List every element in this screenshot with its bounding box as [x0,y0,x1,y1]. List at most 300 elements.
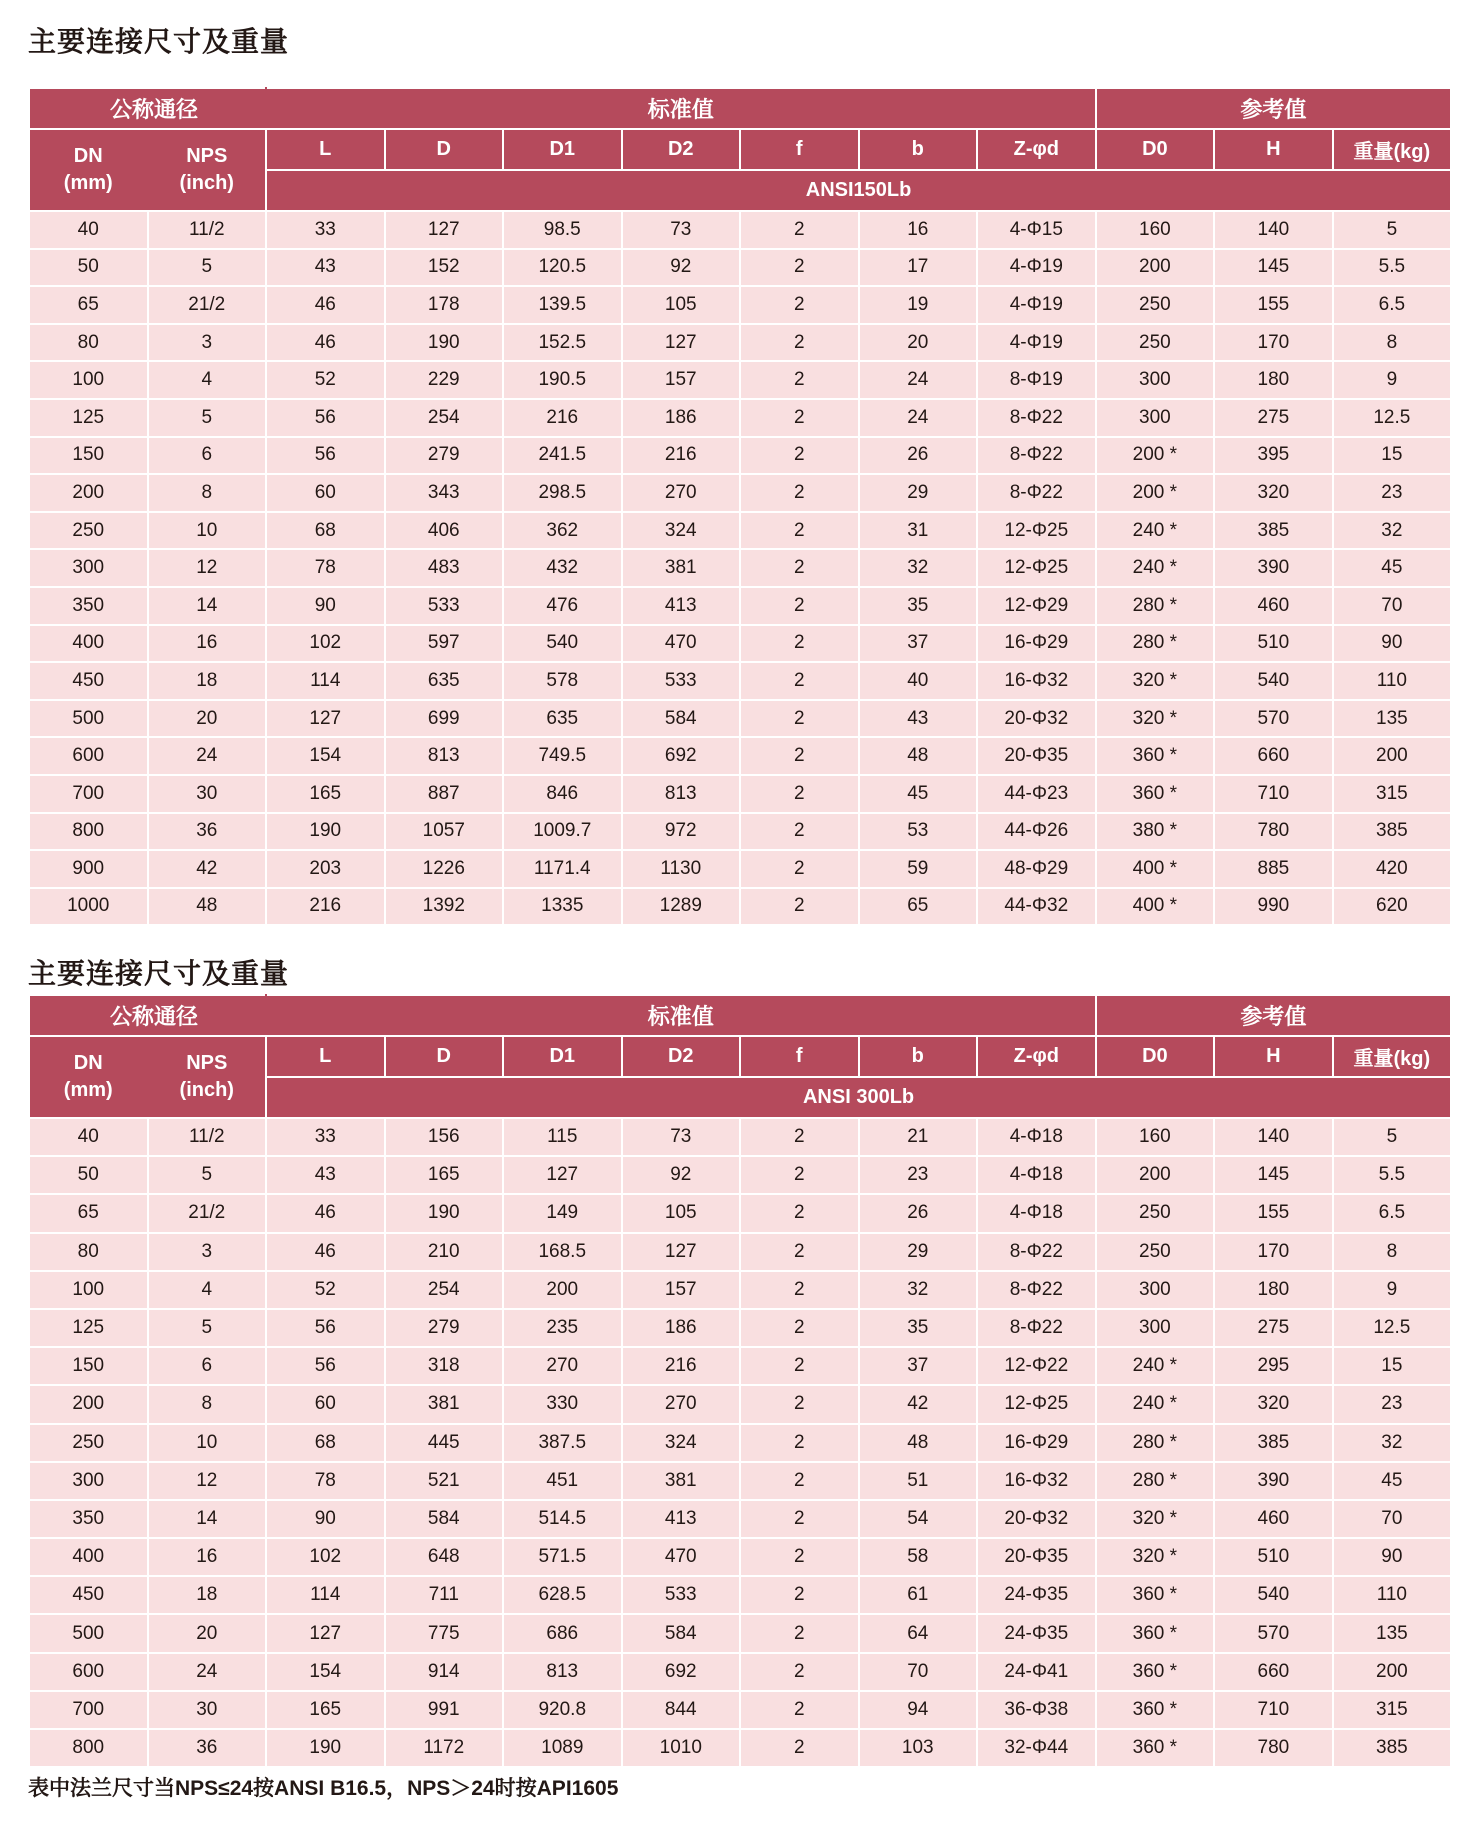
col-w: 重量(kg) [1333,1036,1452,1077]
table-cell: 105 [622,1194,741,1232]
table-cell: 78 [266,1462,385,1500]
table-cell: 16 [148,1538,267,1576]
table-cell: 154 [266,737,385,775]
table-cell: 660 [1214,1653,1333,1691]
table-cell: 16-Φ32 [977,662,1096,700]
table-cell: 73 [622,211,741,249]
table-cell: 110 [1333,662,1452,700]
table-cell: 692 [622,1653,741,1691]
table-cell: 21/2 [148,286,267,324]
table-cell: 2 [740,324,859,362]
table-cell: 514.5 [503,1500,622,1538]
col-nps [148,1036,267,1118]
table-cell: 12.5 [1333,399,1452,437]
table-cell: 4 [148,1271,267,1309]
table-cell: 65 [29,286,148,324]
table-cell: 2 [740,399,859,437]
table-cell: 200 [1333,737,1452,775]
table-cell: 135 [1333,700,1452,738]
table-cell: 315 [1333,775,1452,813]
table-cell: 381 [622,549,741,587]
table-cell: 800 [29,1729,148,1767]
table-cell: 470 [622,625,741,663]
table-cell: 180 [1214,1271,1333,1309]
table-cell: 36 [148,1729,267,1767]
col-b: b [859,1036,978,1077]
table-cell: 190 [266,1729,385,1767]
col-d2: D2 [622,1036,741,1077]
table-cell: 2 [740,1691,859,1729]
table-cell: 110 [1333,1576,1452,1614]
table-cell: 315 [1333,1691,1452,1729]
table-cell: 16 [859,211,978,249]
table-cell: 4-Φ18 [977,1156,1096,1194]
table-cell: 5 [1333,211,1452,249]
table-cell: 2 [740,286,859,324]
table-cell: 584 [622,700,741,738]
table-cell: 711 [385,1576,504,1614]
table-cell: 21 [859,1118,978,1156]
table-cell: 390 [1214,1462,1333,1500]
table-cell: 70 [1333,1500,1452,1538]
table-cell: 3 [148,1233,267,1271]
table-cell: 648 [385,1538,504,1576]
table-cell: 44-Φ32 [977,888,1096,926]
col-nps [148,129,267,211]
table-cell: 94 [859,1691,978,1729]
table-cell: 200 * [1096,474,1215,512]
table-cell: 250 [1096,286,1215,324]
table-cell: 298.5 [503,474,622,512]
column-header-row [29,1036,1451,1077]
table-cell: 270 [622,1385,741,1423]
table-cell: 4-Φ15 [977,211,1096,249]
table-cell: 350 [29,587,148,625]
table-cell: 216 [503,399,622,437]
table-cell: 570 [1214,1614,1333,1652]
table-cell: 26 [859,1194,978,1232]
table-cell: 235 [503,1309,622,1347]
table-cell: 190 [266,813,385,851]
table-cell: 127 [503,1156,622,1194]
table-cell: 324 [622,512,741,550]
table-cell: 12 [148,549,267,587]
table-cell: 390 [1214,549,1333,587]
table-cell: 125 [29,399,148,437]
table-cell: 11/2 [148,211,267,249]
table-cell: 17 [859,249,978,287]
col-d: D [385,129,504,170]
table-cell: 2 [740,888,859,926]
table-cell: 510 [1214,625,1333,663]
table-cell: 240 * [1096,512,1215,550]
table-cell: 300 [29,1462,148,1500]
table-cell: 20 [859,324,978,362]
table-cell: 500 [29,1614,148,1652]
table-cell: 413 [622,587,741,625]
table-cell: 200 [1096,1156,1215,1194]
table-cell: 48 [859,737,978,775]
table-cell: 600 [29,737,148,775]
table-cell: 2 [740,1424,859,1462]
table-cell: 14 [148,587,267,625]
table-cell: 120.5 [503,249,622,287]
table-row [29,1538,1451,1576]
table-cell: 35 [859,1309,978,1347]
table-cell: 846 [503,775,622,813]
table-cell: 30 [148,775,267,813]
table-cell: 6 [148,1347,267,1385]
table-cell: 70 [859,1653,978,1691]
table-cell: 23 [859,1156,978,1194]
table-cell: 2 [740,512,859,550]
table-cell: 24 [148,737,267,775]
table-cell: 21/2 [148,1194,267,1232]
table-cell: 250 [29,1424,148,1462]
table-cell: 200 [503,1271,622,1309]
table-cell: 200 [1096,249,1215,287]
table-cell: 150 [29,1347,148,1385]
table-cell: 98.5 [503,211,622,249]
table-cell: 24-Φ35 [977,1576,1096,1614]
table-cell: 18 [148,1576,267,1614]
table-cell: 533 [385,587,504,625]
table-row [29,1233,1451,1271]
table-cell: 12-Φ25 [977,512,1096,550]
table-cell: 36 [148,813,267,851]
table-cell: 597 [385,625,504,663]
table-cell: 972 [622,813,741,851]
table-cell: 2 [740,775,859,813]
table-row [29,324,1451,362]
table-cell: 2 [740,211,859,249]
table-cell: 620 [1333,888,1452,926]
table-cell: 400 * [1096,850,1215,888]
table-cell: 31 [859,512,978,550]
table-cell: 190 [385,324,504,362]
table-cell: 32 [1333,512,1452,550]
table-cell: 33 [266,211,385,249]
table-cell: 1226 [385,850,504,888]
table-cell: 400 [29,625,148,663]
table-cell: 476 [503,587,622,625]
table-cell: 6.5 [1333,286,1452,324]
table-cell: 102 [266,1538,385,1576]
table-cell: 4 [148,361,267,399]
table-cell: 46 [266,1194,385,1232]
table-cell: 360 * [1096,1576,1215,1614]
table-cell: 4-Φ19 [977,286,1096,324]
col-nps-label: NPS [186,1052,228,1074]
table-cell: 450 [29,1576,148,1614]
table-cell: 48-Φ29 [977,850,1096,888]
table-cell: 813 [503,1653,622,1691]
table-cell: 19 [859,286,978,324]
table-cell: 46 [266,324,385,362]
table-row [29,1691,1451,1729]
table-cell: 413 [622,1500,741,1538]
table-cell: 48 [859,1424,978,1462]
table-cell: 139.5 [503,286,622,324]
table-cell: 26 [859,437,978,475]
table-cell: 35 [859,587,978,625]
table-row [29,662,1451,700]
table-cell: 5.5 [1333,249,1452,287]
col-dn [29,129,148,211]
table-cell: 37 [859,1347,978,1385]
table-cell: 100 [29,1271,148,1309]
table-cell: 240 * [1096,1347,1215,1385]
table-cell: 1289 [622,888,741,926]
table-row [29,813,1451,851]
table-cell: 152 [385,249,504,287]
table-cell: 229 [385,361,504,399]
table-cell: 813 [385,737,504,775]
table-cell: 12-Φ22 [977,1347,1096,1385]
table-cell: 190.5 [503,361,622,399]
table-cell: 10 [148,1424,267,1462]
table-cell: 190 [385,1194,504,1232]
table-cell: 70 [1333,587,1452,625]
table-cell: 150 [29,437,148,475]
col-d: D [385,1036,504,1077]
col-dn-unit: (mm) [63,1079,113,1101]
col-l: L [266,129,385,170]
table-cell: 15 [1333,1347,1452,1385]
table-cell: 1057 [385,813,504,851]
group-standard: 标准值 [266,88,1096,129]
table-cell: 385 [1214,512,1333,550]
table-cell: 500 [29,700,148,738]
table-cell: 2 [740,625,859,663]
table-cell: 320 [1214,1385,1333,1423]
table-cell: 2 [740,1576,859,1614]
table-cell: 660 [1214,737,1333,775]
col-z: Z-φd [977,1036,1096,1077]
table-cell: 635 [385,662,504,700]
table-cell: 385 [1333,813,1452,851]
table-row [29,211,1451,249]
table-cell: 30 [148,1691,267,1729]
table-cell: 2 [740,249,859,287]
table-cell: 216 [622,437,741,475]
table-cell: 521 [385,1462,504,1500]
table-cell: 250 [1096,324,1215,362]
table-cell: 2 [740,1347,859,1385]
table-row [29,1462,1451,1500]
table-cell: 800 [29,813,148,851]
table-cell: 1171.4 [503,850,622,888]
table-cell: 33 [266,1118,385,1156]
footnote: 表中法兰尺寸当NPS≤24按ANSI B16.5，NPS＞24时按API1605 [28,1777,619,1800]
table-cell: 540 [503,625,622,663]
table-cell: 2 [740,549,859,587]
table-row [29,1576,1451,1614]
col-nps-unit: (inch) [179,172,234,194]
table-row [29,1156,1451,1194]
table-cell: 275 [1214,399,1333,437]
table-cell: 56 [266,1347,385,1385]
table-cell: 533 [622,662,741,700]
col-d0: D0 [1096,129,1215,170]
table-cell: 584 [622,1614,741,1652]
table-cell: 20-Φ35 [977,737,1096,775]
table-cell: 9 [1333,1271,1452,1309]
table-cell: 68 [266,512,385,550]
table-cell: 154 [266,1653,385,1691]
col-nps-label: NPS [186,145,228,167]
table-cell: 216 [266,888,385,926]
table-cell: 178 [385,286,504,324]
table-cell: 914 [385,1653,504,1691]
table-cell: 145 [1214,1156,1333,1194]
table-cell: 200 [1333,1653,1452,1691]
col-dn [29,1036,148,1118]
table-cell: 24 [148,1653,267,1691]
table-cell: 451 [503,1462,622,1500]
table-cell: 186 [622,1309,741,1347]
table-cell: 241.5 [503,437,622,475]
table-cell: 330 [503,1385,622,1423]
table-cell: 4-Φ18 [977,1118,1096,1156]
table-cell: 18 [148,662,267,700]
table-cell: 6.5 [1333,1194,1452,1232]
table-cell: 628.5 [503,1576,622,1614]
col-f: f [740,129,859,170]
table-cell: 44-Φ26 [977,813,1096,851]
group-reference: 参考值 [1096,995,1452,1036]
table-cell: 887 [385,775,504,813]
table-cell: 8 [148,474,267,512]
table-cell: 50 [29,1156,148,1194]
table-cell: 140 [1214,1118,1333,1156]
table-row [29,1309,1451,1347]
table-cell: 692 [622,737,741,775]
table-cell: 510 [1214,1538,1333,1576]
table-cell: 165 [385,1156,504,1194]
table-cell: 65 [859,888,978,926]
table-cell: 2 [740,1653,859,1691]
table-cell: 920.8 [503,1691,622,1729]
table-cell: 165 [266,775,385,813]
table-cell: 700 [29,775,148,813]
table-cell: 8 [1333,1233,1452,1271]
table-cell: 295 [1214,1347,1333,1385]
table-cell: 381 [385,1385,504,1423]
table-cell: 254 [385,1271,504,1309]
table-cell: 78 [266,549,385,587]
table-row [29,700,1451,738]
table-cell: 300 [29,549,148,587]
table-cell: 32 [1333,1424,1452,1462]
table-cell: 540 [1214,1576,1333,1614]
table-row [29,1271,1451,1309]
table-cell: 59 [859,850,978,888]
table-cell: 280 * [1096,1462,1215,1500]
table-row [29,286,1451,324]
table-cell: 813 [622,775,741,813]
col-d2: D2 [622,129,741,170]
table-cell: 42 [859,1385,978,1423]
table-cell: 4-Φ19 [977,324,1096,362]
table-cell: 1010 [622,1729,741,1767]
table-cell: 12.5 [1333,1309,1452,1347]
table-cell: 250 [1096,1233,1215,1271]
table-cell: 64 [859,1614,978,1652]
table-cell: 12-Φ25 [977,549,1096,587]
table-cell: 460 [1214,587,1333,625]
table-cell: 990 [1214,888,1333,926]
table-cell: 12 [148,1462,267,1500]
table-row [29,1614,1451,1652]
table-cell: 5 [148,399,267,437]
table-cell: 16 [148,625,267,663]
table-cell: 24 [859,399,978,437]
col-w: 重量(kg) [1333,129,1452,170]
table-cell: 8-Φ22 [977,437,1096,475]
table-cell: 9 [1333,361,1452,399]
table-cell: 152.5 [503,324,622,362]
table-cell: 240 * [1096,549,1215,587]
col-dn-label: DN [73,1052,103,1074]
table-cell: 5 [148,1156,267,1194]
table-cell: 844 [622,1691,741,1729]
table-cell: 320 * [1096,1538,1215,1576]
table-cell: 275 [1214,1309,1333,1347]
table-row [29,737,1451,775]
table-cell: 250 [29,512,148,550]
group-standard: 标准值 [266,995,1096,1036]
table-cell: 45 [859,775,978,813]
table-cell: 216 [622,1347,741,1385]
table-cell: 43 [266,249,385,287]
table-cell: 570 [1214,700,1333,738]
table-cell: 1089 [503,1729,622,1767]
table-cell: 10 [148,512,267,550]
group-header-row [29,88,1451,129]
table-cell: 42 [148,850,267,888]
table-cell: 5 [1333,1118,1452,1156]
table-cell: 360 * [1096,1691,1215,1729]
table-cell: 127 [385,211,504,249]
table-cell: 2 [740,1462,859,1500]
table-cell: 300 [1096,361,1215,399]
table-cell: 1130 [622,850,741,888]
pressure-class-label: ANSI150Lb [266,170,1451,211]
table-cell: 54 [859,1500,978,1538]
table-cell: 584 [385,1500,504,1538]
table-cell: 250 [1096,1194,1215,1232]
table-row [29,1194,1451,1232]
column-header-row [29,129,1451,170]
table-cell: 11/2 [148,1118,267,1156]
table-cell: 2 [740,850,859,888]
table-cell: 149 [503,1194,622,1232]
table-cell: 90 [266,587,385,625]
table-cell: 254 [385,399,504,437]
table-cell: 8-Φ22 [977,1309,1096,1347]
table-cell: 1172 [385,1729,504,1767]
table-cell: 350 [29,1500,148,1538]
table-cell: 50 [29,249,148,287]
section-title-150: 主要连接尺寸及重量 [28,26,290,57]
table-cell: 65 [29,1194,148,1232]
table-row [29,888,1451,926]
group-header-row [29,995,1451,1036]
col-l: L [266,1036,385,1077]
table-cell: 24 [859,361,978,399]
table-cell: 991 [385,1691,504,1729]
